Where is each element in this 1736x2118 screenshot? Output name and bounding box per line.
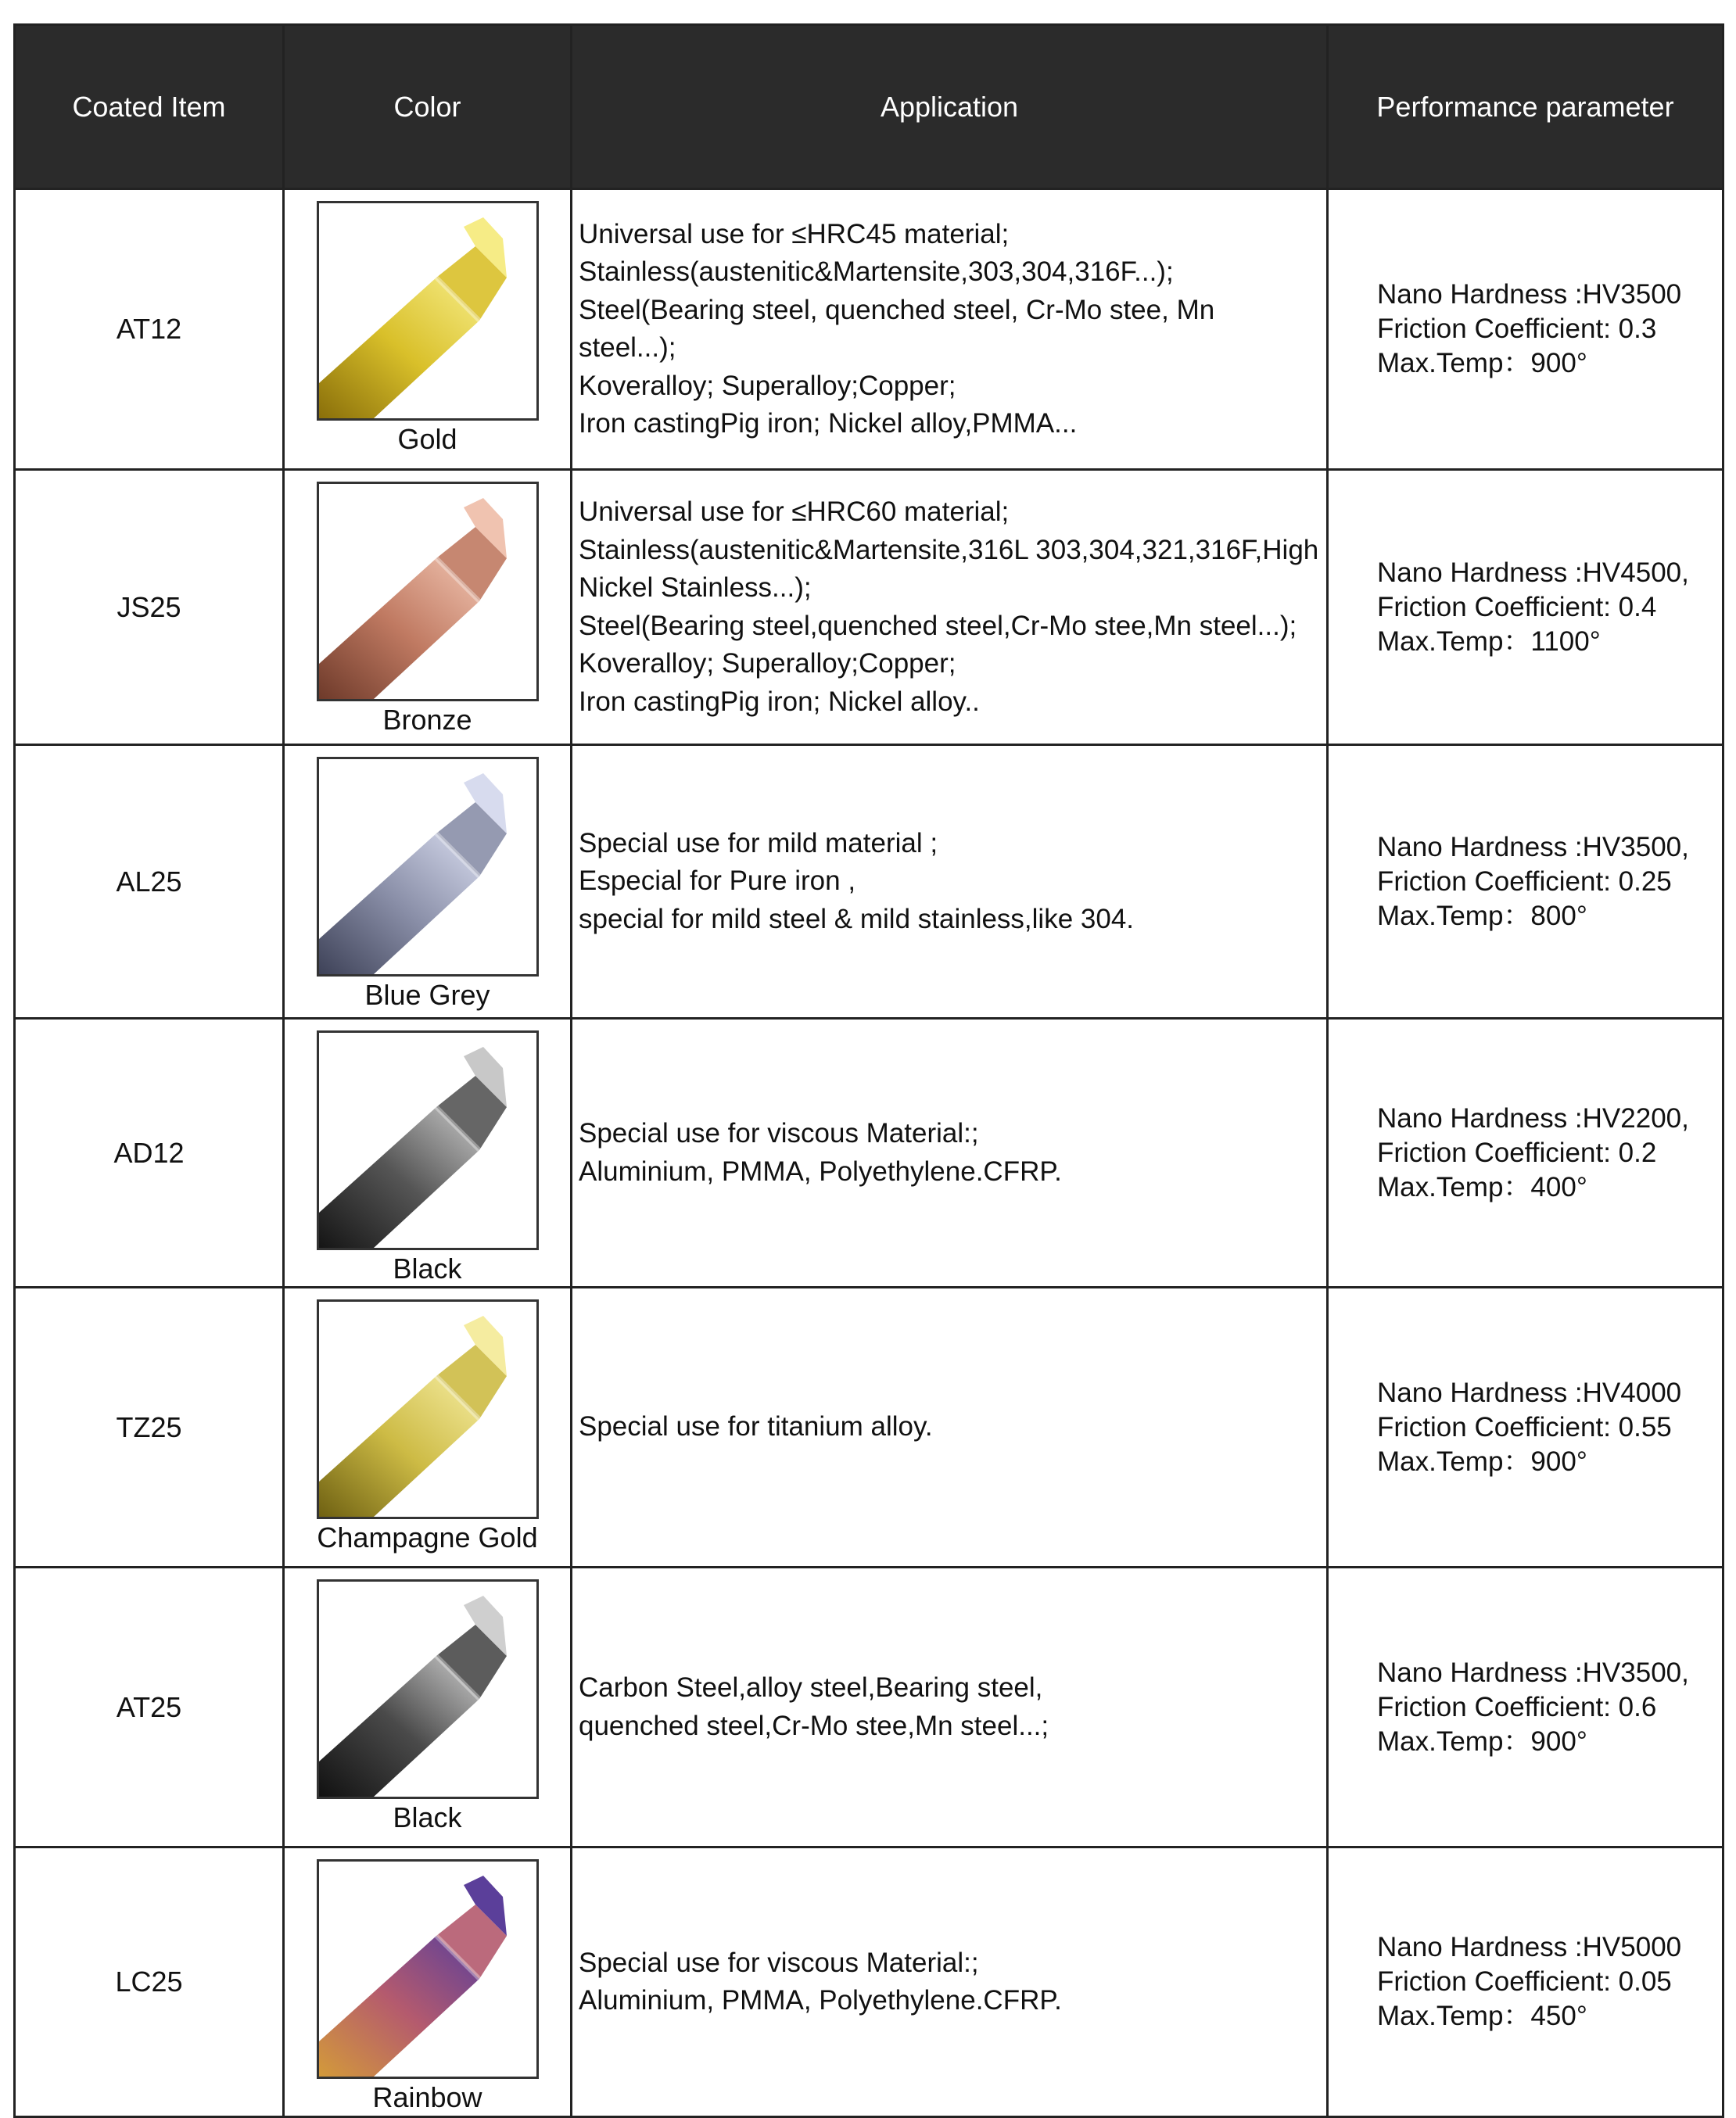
performance-cell (1328, 1568, 1723, 1847)
max-temp-value: Max.Temp：900° (1377, 1726, 1587, 1757)
application-line: Iron castingPig iron; Nickel alloy.. (579, 686, 980, 717)
application-line: Universal use for ≤HRC45 material; (579, 218, 1010, 249)
coated-item-cell (15, 470, 284, 745)
application-line: Stainless(austenitic&Martensite,303,304,316F...); (579, 256, 1174, 287)
application-cell (572, 1288, 1328, 1568)
table-row (15, 1568, 1723, 1847)
friction-coefficient-value: Friction Coefficient: 0.3 (1377, 314, 1657, 344)
application-line: Especial for Pure iron , (579, 865, 856, 897)
application-line: special for mild steel & mild stainless,like 304. (579, 903, 1135, 934)
color-cell (284, 745, 572, 1019)
black-cutting-tool-icon (319, 1033, 536, 1248)
coating-table (13, 23, 1724, 2118)
application-line: Iron castingPig iron; Nickel alloy,PMMA... (579, 408, 1078, 439)
table-row (15, 1288, 1723, 1568)
friction-coefficient-value: Friction Coefficient: 0.25 (1377, 865, 1672, 897)
tool-swatch-frame (317, 757, 539, 977)
champagne-gold-cutting-tool-icon (319, 1302, 536, 1517)
tool-swatch-frame (317, 1030, 539, 1250)
color-cell (284, 1847, 572, 2117)
coated-item-code: AL25 (116, 865, 182, 898)
black-cutting-tool-icon (319, 1582, 536, 1797)
color-name-label: Bronze (382, 704, 472, 736)
application-line: quenched steel,Cr-Mo stee,Mn steel...; (579, 1710, 1049, 1741)
color-cell (284, 470, 572, 745)
table-row (15, 470, 1723, 745)
bronze-cutting-tool-icon (319, 484, 536, 699)
table-row (15, 189, 1723, 470)
header-performance: Performance parameter (1328, 25, 1723, 189)
nano-hardness-value: Nano Hardness :HV5000 (1377, 1932, 1682, 1962)
application-line: Steel(Bearing steel,quenched steel,Cr-Mo stee,Mn steel...); (579, 610, 1297, 641)
friction-coefficient-value: Friction Coefficient: 0.4 (1377, 591, 1657, 622)
performance-cell (1328, 1019, 1723, 1288)
friction-coefficient-value: Friction Coefficient: 0.2 (1377, 1137, 1657, 1168)
max-temp-value: Max.Temp：900° (1377, 348, 1587, 378)
color-cell (284, 1288, 572, 1568)
friction-coefficient-value: Friction Coefficient: 0.55 (1377, 1411, 1672, 1442)
coated-item-cell (15, 189, 284, 470)
application-line: Stainless(austenitic&Martensite,316L 303,304,321,316F,High (579, 534, 1319, 565)
color-name-label: Rainbow (372, 2081, 482, 2113)
color-name-label: Blue Grey (364, 979, 490, 1011)
blue-grey-cutting-tool-icon (319, 759, 536, 974)
friction-coefficient-value: Friction Coefficient: 0.05 (1377, 1966, 1672, 1997)
coated-item-cell (15, 1019, 284, 1288)
application-cell (572, 1568, 1328, 1847)
application-line: steel...); (579, 332, 676, 363)
application-line: Special use for mild material ; (579, 827, 938, 858)
tool-swatch-frame (317, 1859, 539, 2079)
application-line: Aluminium, PMMA, Polyethylene.CFRP. (579, 1156, 1062, 1187)
application-line: Nickel Stainless...); (579, 572, 812, 603)
application-line: Special use for viscous Material:; (579, 1947, 979, 1978)
tool-swatch-frame (317, 201, 539, 421)
application-line: Special use for titanium alloy. (579, 1411, 933, 1442)
coated-item-code: TZ25 (116, 1410, 182, 1443)
application-line: Carbon Steel,alloy steel,Bearing steel, (579, 1672, 1043, 1703)
nano-hardness-value: Nano Hardness :HV3500, (1377, 831, 1689, 862)
header-color: Color (284, 25, 572, 189)
performance-cell (1328, 189, 1723, 470)
performance-cell (1328, 1288, 1723, 1568)
coated-item-cell (15, 1568, 284, 1847)
coated-item-code: JS25 (117, 590, 181, 623)
max-temp-value: Max.Temp：400° (1377, 1171, 1587, 1202)
color-cell (284, 189, 572, 470)
gold-cutting-tool-icon (319, 203, 536, 418)
coated-item-code: LC25 (115, 1966, 183, 1998)
max-temp-value: Max.Temp：900° (1377, 1446, 1587, 1477)
coated-item-cell (15, 1288, 284, 1568)
color-name-label: Champagne Gold (317, 1521, 538, 1554)
color-name-label: Gold (397, 423, 457, 455)
application-cell (572, 189, 1328, 470)
application-cell (572, 470, 1328, 745)
table-row (15, 1019, 1723, 1288)
application-line: Koveralloy; Superalloy;Copper; (579, 370, 956, 401)
table-row (15, 1847, 1723, 2117)
nano-hardness-value: Nano Hardness :HV3500 (1377, 279, 1682, 310)
performance-cell (1328, 1847, 1723, 2117)
color-cell (284, 1568, 572, 1847)
tool-swatch-frame (317, 1299, 539, 1519)
coated-item-code: AT25 (116, 1690, 182, 1723)
application-cell (572, 1019, 1328, 1288)
nano-hardness-value: Nano Hardness :HV3500, (1377, 1657, 1689, 1688)
application-line: Steel(Bearing steel, quenched steel, Cr-Mo stee, Mn (579, 294, 1215, 325)
application-line: Koveralloy; Superalloy;Copper; (579, 648, 956, 679)
nano-hardness-value: Nano Hardness :HV4500, (1377, 557, 1689, 588)
friction-coefficient-value: Friction Coefficient: 0.6 (1377, 1691, 1657, 1722)
nano-hardness-value: Nano Hardness :HV4000 (1377, 1377, 1682, 1408)
application-cell (572, 745, 1328, 1019)
max-temp-value: Max.Temp：450° (1377, 2001, 1587, 2031)
table-row (15, 745, 1723, 1019)
color-name-label: Black (393, 1253, 462, 1285)
application-cell (572, 1847, 1328, 2117)
application-line: Universal use for ≤HRC60 material; (579, 496, 1010, 527)
coated-item-cell (15, 1847, 284, 2117)
rainbow-cutting-tool-icon (319, 1862, 536, 2077)
coated-item-code: AT12 (116, 313, 182, 345)
application-line: Special use for viscous Material:; (579, 1118, 979, 1149)
color-name-label: Black (393, 1801, 462, 1833)
application-line: Aluminium, PMMA, Polyethylene.CFRP. (579, 1985, 1062, 2016)
performance-cell (1328, 470, 1723, 745)
header-application: Application (572, 25, 1328, 189)
coated-item-code: AD12 (113, 1136, 185, 1169)
coating-table-sheet (13, 23, 1722, 2113)
max-temp-value: Max.Temp：800° (1377, 900, 1587, 931)
header-coated-item: Coated Item (15, 25, 284, 189)
coated-item-cell (15, 745, 284, 1019)
tool-swatch-frame (317, 482, 539, 701)
max-temp-value: Max.Temp：1100° (1377, 625, 1601, 657)
performance-cell (1328, 745, 1723, 1019)
nano-hardness-value: Nano Hardness :HV2200, (1377, 1102, 1689, 1134)
header-row (15, 25, 1723, 189)
tool-swatch-frame (317, 1579, 539, 1799)
color-cell (284, 1019, 572, 1288)
